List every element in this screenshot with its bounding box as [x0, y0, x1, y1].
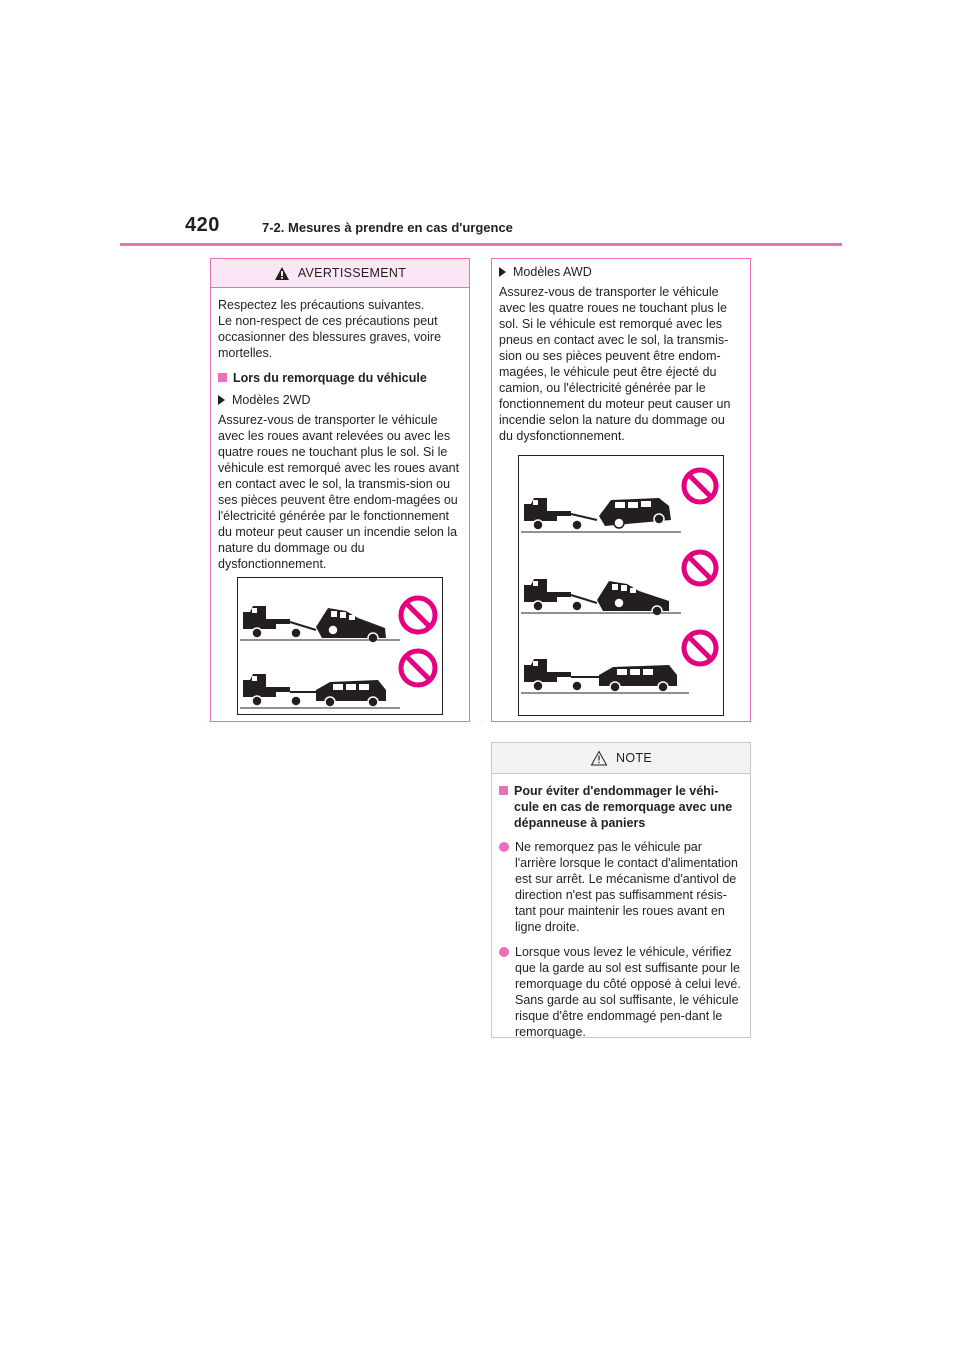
warning-text-awd: Assurez-vous de transporter le véhicule avec les quatre roues ne touchant plus le sol. Si le véhicule est remorqué avec les pneus en contact avec le sol, la transmis-sion ou ses pièces peuvent être endom-magées, le véhicule peut être éjecté du camion, ou l'électricité générée par le fonctionnement du moteur peut causer un incendie selon la nature du dommage ou du dysfonctionnement. [499, 285, 731, 443]
prohibited-icon [401, 598, 435, 632]
towing-illustration-2wd [237, 577, 443, 715]
note-item [499, 839, 742, 935]
header-rule [120, 243, 842, 246]
towing-heading [218, 370, 461, 386]
tow-truck-icon [519, 456, 723, 715]
model-awd-label [499, 264, 742, 280]
arrow-bullet-icon [218, 395, 225, 405]
tow-truck-icon [238, 578, 442, 714]
warning-intro: Respectez les précautions suivantes. Le non-respect de ces précautions peut occasionner des blessures graves, voire mortelles. [218, 298, 442, 360]
round-bullet-icon [499, 842, 509, 852]
model-awd-text: Modèles AWD [513, 265, 592, 279]
note-heading-text: Pour éviter d'endommager le véhi-cule en cas de remorquage avec une dépanneuse à paniers [514, 784, 733, 830]
warning-title: AVERTISSEMENT [297, 266, 407, 280]
note-triangle-icon [590, 750, 608, 766]
section-title: 7-2. Mesures à prendre en cas d'urgence [262, 220, 513, 235]
warning-triangle-icon [274, 266, 290, 281]
model-2wd-text: Modèles 2WD [232, 393, 311, 407]
prohibited-icon [684, 470, 716, 502]
note-item-text: Ne remorquez pas le véhicule par l'arrière lorsque le contact d'alimentation est sur arrêt. Le mécanisme d'antivol de direction n'est pas suffisamment résis-tant pour maintenir les roues avant en ligne droite. [515, 840, 738, 934]
towing-heading-text: Lors du remorquage du véhicule [233, 371, 427, 385]
page-number: 420 [185, 214, 220, 236]
note-title: NOTE [616, 751, 652, 765]
prohibited-icon [401, 651, 435, 685]
square-bullet-icon [218, 373, 227, 382]
square-bullet-icon [499, 786, 508, 795]
arrow-bullet-icon [499, 267, 506, 277]
note-item [499, 944, 742, 1040]
warning-header [211, 259, 469, 288]
warning-text-2wd: Assurez-vous de transporter le véhicule avec les roues avant relevées ou avec les quatre roues ne touchant plus le sol. Si le véhicule est remorqué avec les roues avant en contact avec le sol, la transmis-sion ou ses pièces peuvent être endom-magées ou l'électricité générée par le fonctionnement du moteur peut causer un incendie selon la nature du dommage ou du dysfonctionnement. [218, 413, 460, 571]
note-item-text: Lorsque vous levez le véhicule, vérifiez que la garde au sol est suffisante pour le remorquage du côté opposé à celui levé. Sans garde au sol suffisante, le véhicule risque d'être endommagé pen-dant le remorquage. [515, 945, 741, 1039]
note-header [492, 743, 750, 774]
note-panel [491, 742, 751, 1038]
prohibited-icon [684, 552, 716, 584]
towing-illustration-awd [518, 455, 724, 716]
note-heading [499, 783, 742, 831]
round-bullet-icon [499, 947, 509, 957]
model-2wd-label [218, 392, 461, 408]
prohibited-icon [684, 632, 716, 664]
